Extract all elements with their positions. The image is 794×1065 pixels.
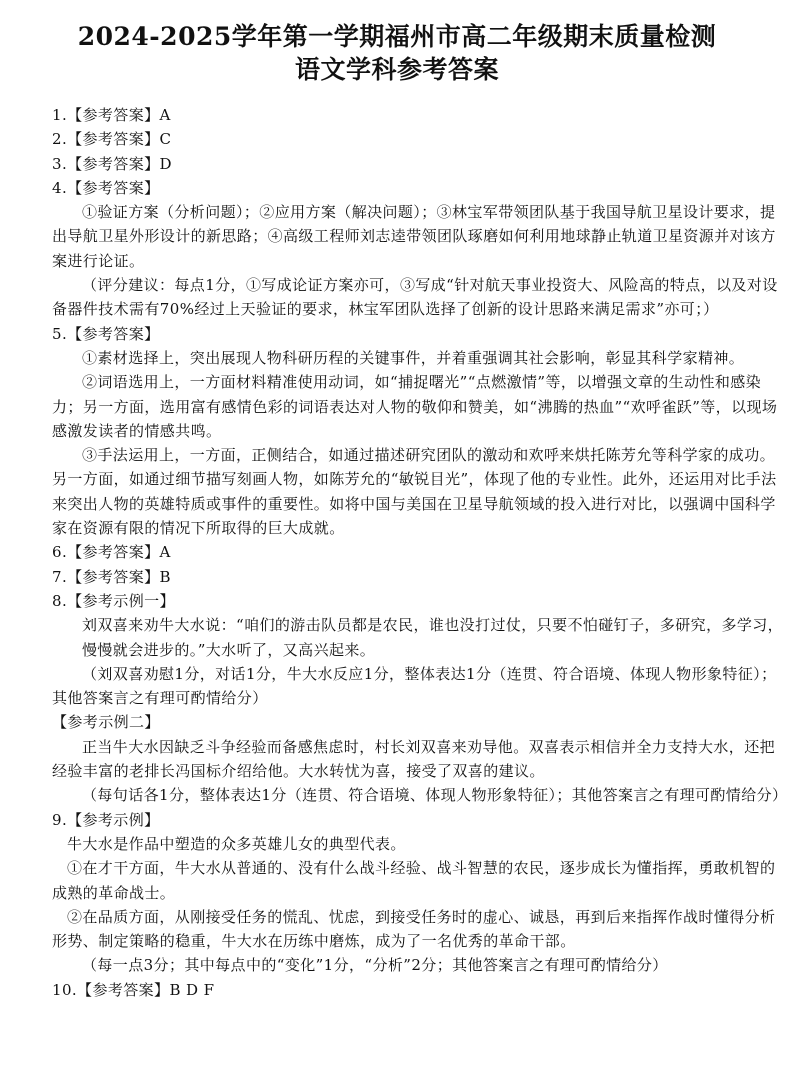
answer-q8-example2: 正当牛大水因缺乏斗争经验而备感焦虑时，村长刘双喜来劝导他。双喜表示相信并全力支持大水，还把经验丰富的老排长冯国标介绍给他。大水转忧为喜，接受了双喜的建议。 xyxy=(52,737,776,781)
answer-q5-point1: ①素材选择上，突出展现人物科研历程的关键事件，并着重强调其社会影响，彰显其科学家精神。 xyxy=(82,348,745,367)
answer-q1: 1.【参考答案】A xyxy=(52,106,171,124)
answer-q5-point3: ③手法运用上，一方面，正侧结合，如通过描述研究团队的激动和欢呼来烘托陈芳允等科学家的成功。另一方面，如通过细节描写刻画人物，如陈芳允的“敏锐目光”，体现了他的专业性。此外，还运用对比手法来突出人物的英雄特质或事件的重要性。如将中国与美国在卫星导航领域的投入进行对比，以强调中国科学家在资源有限的情况下所取得的巨大成就。 xyxy=(52,446,777,538)
answer-q8-heading: 8.【参考示例一】 xyxy=(52,591,175,610)
answer-q8-example2-heading: 【参考示例二】 xyxy=(52,713,160,732)
answer-q4-heading: 4.【参考答案】 xyxy=(52,178,160,197)
answer-q7: 7.【参考答案】B xyxy=(52,567,171,586)
answer-q9-heading: 9.【参考示例】 xyxy=(52,810,160,829)
answer-q9-intro: 牛大水是作品中塑造的众多英雄儿女的典型代表。 xyxy=(67,834,406,853)
answer-q2: 2.【参考答案】C xyxy=(52,130,172,149)
answer-q6: 6.【参考答案】A xyxy=(52,543,171,562)
answer-q8-example1-note: （刘双喜劝慰1分，对话1分，牛大水反应1分，整体表达1分（连贯、符合语境、体现人物形象特征）；其他答案言之有理可酌情给分） xyxy=(52,664,777,708)
page-subtitle: 语文学科参考答案 xyxy=(294,55,499,84)
answer-q4-scoring-note: （评分建议：每点1分，①写成论证方案亦可，③写成“针对航天事业投资大、风险高的特点，以及对设备器件技术需有70%经过上天验证的要求，林宝军团队选择了创新的设计思路来满足需求”亦可；） xyxy=(52,276,778,319)
answer-q5-heading: 5.【参考答案】 xyxy=(52,324,160,343)
answer-q4-body: ①验证方案（分析问题）；②应用方案（解决问题）；③林宝军带领团队基于我国导航卫星设计要求，提出导航卫星外形设计的新思路；④高级工程师刘志逵带领团队琢磨如何利用地球静止轨道卫星资源并对该方案进行论证。 xyxy=(52,203,776,270)
answer-q9-point1: ①在才干方面，牛大水从普通的、没有什么战斗经验、战斗智慧的农民，逐步成长为懂指挥，勇敢机智的成熟的革命战士。 xyxy=(52,859,776,902)
answer-q5-point2: ②词语选用上，一方面材料精准使用动词，如“捕捉曙光”“点燃激情”等，以增强文章的生动性和感染力；另一方面，选用富有感情色彩的词语表达对人物的敬仰和赞美，如“沸腾的热血”“欢呼雀跃”等，以现场感激发读者的情感共鸣。 xyxy=(52,373,778,440)
answer-q10: 10.【参考答案】B D F xyxy=(52,980,215,999)
answer-q9-point2: ②在品质方面，从刚接受任务的慌乱、忧虑，到接受任务时的虚心、诚恳，再到后来指挥作战时懂得分析形势、制定策略的稳重，牛大水在历练中磨炼，成为了一名优秀的革命干部。 xyxy=(52,907,776,951)
page-title: 2024-2025学年第一学期福州市高二年级期末质量检测 xyxy=(77,22,717,51)
answer-list xyxy=(52,103,788,1002)
answer-q9-scoring-note: （每一点3分；其中每点中的“变化”1分，“分析”2分；其他答案言之有理可酌情给分） xyxy=(82,956,668,975)
answer-q3: 3.【参考答案】D xyxy=(52,154,172,173)
answer-q8-example2-note: （每句话各1分，整体表达1分（连贯、符合语境、体现人物形象特征）；其他答案言之有理可酌情给分） xyxy=(82,786,788,805)
answer-q8-example1: 刘双喜来劝牛大水说：“咱们的游击队员都是农民，谁也没打过仗，只要不怕碰钉子，多研究，多学习，慢慢就会进步的。”大水听了，又高兴起来。 xyxy=(82,616,784,659)
